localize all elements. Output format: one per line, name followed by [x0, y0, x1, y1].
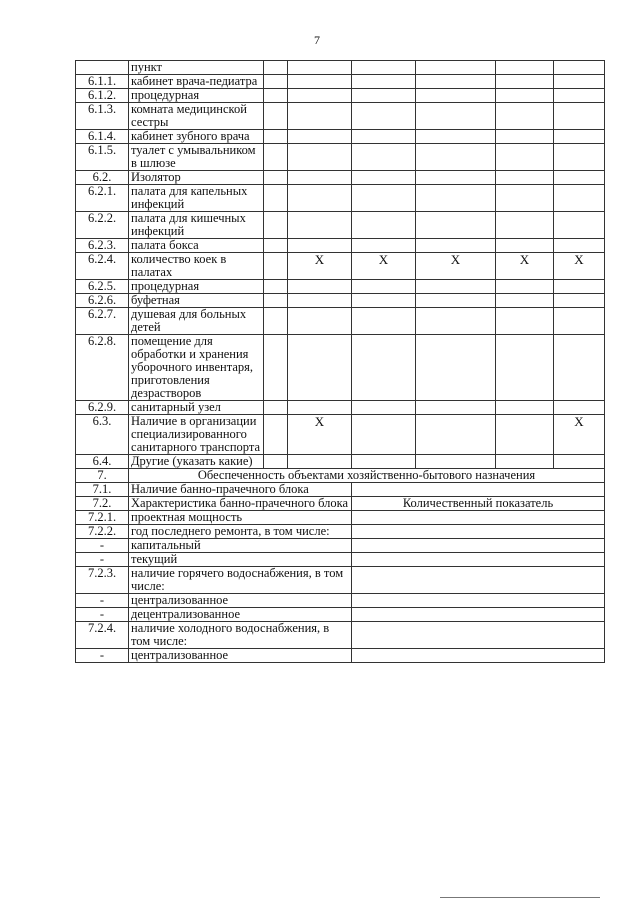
row-number: 6.2.9. [76, 401, 129, 415]
mark-cell [554, 144, 605, 171]
row-label: Наличие в организации специализированного санитарного транспорта [129, 415, 264, 455]
row-number: - [76, 539, 129, 553]
table-row [76, 553, 605, 567]
table-row [76, 594, 605, 608]
mark-cell [416, 308, 496, 335]
blank-cell [264, 75, 288, 89]
mark-cell [352, 335, 416, 401]
value-cell [352, 511, 605, 525]
mark-cell [352, 280, 416, 294]
table-row [76, 212, 605, 239]
mark-cell [496, 89, 554, 103]
mark-cell: X [496, 253, 554, 280]
row-label: наличие холодного водоснабжения, в том числе: [129, 622, 352, 649]
row-label: санитарный узел [129, 401, 264, 415]
value-cell [352, 483, 605, 497]
mark-cell [554, 103, 605, 130]
mark-cell: X [288, 253, 352, 280]
mark-cell [288, 144, 352, 171]
table-section-6 [76, 61, 605, 469]
row-label: наличие горячего водоснабжения, в том числе: [129, 567, 352, 594]
mark-cell [554, 335, 605, 401]
mark-cell [416, 415, 496, 455]
table-row [76, 294, 605, 308]
mark-cell [352, 130, 416, 144]
mark-cell [496, 130, 554, 144]
table-row [76, 308, 605, 335]
mark-cell [496, 103, 554, 130]
row-label: туалет с умывальником в шлюзе [129, 144, 264, 171]
row-label: централизованное [129, 649, 352, 663]
mark-cell [352, 61, 416, 75]
row-number: 7.2.2. [76, 525, 129, 539]
value-cell [352, 539, 605, 553]
mark-cell [288, 89, 352, 103]
row-label: пункт [129, 61, 264, 75]
blank-cell [264, 103, 288, 130]
mark-cell [288, 280, 352, 294]
row-label: комната медицинской сестры [129, 103, 264, 130]
mark-cell [554, 401, 605, 415]
row-number: 7.1. [76, 483, 129, 497]
blank-cell [264, 171, 288, 185]
blank-cell [264, 239, 288, 253]
row-label: палата для кишечных инфекций [129, 212, 264, 239]
value-cell [352, 525, 605, 539]
row-number: 6.2. [76, 171, 129, 185]
mark-cell [352, 401, 416, 415]
row-label: Другие (указать какие) [129, 455, 264, 469]
row-number: - [76, 553, 129, 567]
blank-cell [264, 89, 288, 103]
blank-cell [264, 61, 288, 75]
section-7-header-row [76, 469, 605, 483]
mark-cell [352, 308, 416, 335]
mark-cell [288, 103, 352, 130]
blank-cell [264, 130, 288, 144]
row-number: 6.2.3. [76, 239, 129, 253]
signature-line [440, 897, 600, 898]
blank-cell [264, 455, 288, 469]
table-row [76, 455, 605, 469]
row-label: централизованное [129, 594, 352, 608]
row-label: процедурная [129, 89, 264, 103]
table-row [76, 539, 605, 553]
mark-cell [496, 61, 554, 75]
mark-cell [416, 89, 496, 103]
row-label: капитальный [129, 539, 352, 553]
row-number: 6.3. [76, 415, 129, 455]
blank-cell [264, 212, 288, 239]
row-number: 6.2.6. [76, 294, 129, 308]
blank-cell [264, 253, 288, 280]
table-row [76, 61, 605, 75]
mark-cell [496, 239, 554, 253]
mark-cell [496, 335, 554, 401]
mark-cell [352, 212, 416, 239]
row-number: - [76, 594, 129, 608]
table-row [76, 608, 605, 622]
row-number: - [76, 649, 129, 663]
table-row [76, 401, 605, 415]
mark-cell [288, 171, 352, 185]
mark-cell: X [288, 415, 352, 455]
table-section-7-rows [76, 483, 605, 663]
mark-cell [554, 239, 605, 253]
mark-cell [416, 280, 496, 294]
table-row [76, 622, 605, 649]
page-number: 7 [314, 33, 320, 47]
mark-cell [288, 75, 352, 89]
mark-cell [496, 212, 554, 239]
row-label: палата для капельных инфекций [129, 185, 264, 212]
value-cell [352, 649, 605, 663]
mark-cell [416, 144, 496, 171]
mark-cell [554, 89, 605, 103]
mark-cell [554, 61, 605, 75]
mark-cell [554, 171, 605, 185]
mark-cell [288, 294, 352, 308]
blank-cell [264, 401, 288, 415]
mark-cell [554, 130, 605, 144]
mark-cell [416, 239, 496, 253]
mark-cell [496, 294, 554, 308]
table-row [76, 185, 605, 212]
table-row [76, 415, 605, 455]
table-row [76, 335, 605, 401]
mark-cell [554, 185, 605, 212]
row-label: процедурная [129, 280, 264, 294]
mark-cell [352, 103, 416, 130]
mark-cell [288, 212, 352, 239]
value-cell [352, 567, 605, 594]
value-cell [352, 594, 605, 608]
row-number: 6.1.2. [76, 89, 129, 103]
mark-cell: X [554, 253, 605, 280]
mark-cell [554, 212, 605, 239]
mark-cell [416, 103, 496, 130]
table-row [76, 239, 605, 253]
mark-cell: X [554, 415, 605, 455]
mark-cell [496, 415, 554, 455]
table-row [76, 483, 605, 497]
row-number: 7.2. [76, 497, 129, 511]
mark-cell [496, 171, 554, 185]
row-number: 6.2.2. [76, 212, 129, 239]
blank-cell [264, 280, 288, 294]
mark-cell [416, 401, 496, 415]
mark-cell [416, 455, 496, 469]
row-number: 6.2.5. [76, 280, 129, 294]
mark-cell: X [416, 253, 496, 280]
mark-cell [554, 308, 605, 335]
row-label: проектная мощность [129, 511, 352, 525]
mark-cell [554, 455, 605, 469]
table-section-7 [76, 469, 605, 483]
mark-cell [554, 280, 605, 294]
mark-cell [496, 144, 554, 171]
row-number: 6.2.7. [76, 308, 129, 335]
mark-cell [288, 61, 352, 75]
table-row [76, 511, 605, 525]
row-number: 6.1.3. [76, 103, 129, 130]
blank-cell [264, 294, 288, 308]
value-cell [352, 608, 605, 622]
row-number: 7. [76, 469, 129, 483]
mark-cell [288, 335, 352, 401]
mark-cell [288, 401, 352, 415]
row-number: 6.2.8. [76, 335, 129, 401]
mark-cell [352, 239, 416, 253]
mark-cell [416, 212, 496, 239]
row-number: 7.2.4. [76, 622, 129, 649]
row-number: 6.1.1. [76, 75, 129, 89]
mark-cell [288, 455, 352, 469]
mark-cell [496, 455, 554, 469]
row-number [76, 61, 129, 75]
row-number: 7.2.3. [76, 567, 129, 594]
mark-cell [352, 415, 416, 455]
table-row [76, 144, 605, 171]
row-label: кабинет врача-педиатра [129, 75, 264, 89]
table-row [76, 280, 605, 294]
mark-cell [496, 75, 554, 89]
table-row [76, 567, 605, 594]
row-label: количество коек в палатах [129, 253, 264, 280]
blank-cell [264, 415, 288, 455]
mark-cell [496, 308, 554, 335]
section-7-title: Обеспеченность объектами хозяйственно-бытового назначения [129, 469, 605, 483]
blank-cell [264, 335, 288, 401]
mark-cell [416, 130, 496, 144]
row-label: буфетная [129, 294, 264, 308]
row-label: децентрализованное [129, 608, 352, 622]
table-row [76, 497, 605, 511]
row-label: кабинет зубного врача [129, 130, 264, 144]
row-number: 6.4. [76, 455, 129, 469]
mark-cell [496, 185, 554, 212]
mark-cell [416, 185, 496, 212]
mark-cell [416, 75, 496, 89]
mark-cell [554, 294, 605, 308]
row-number: 6.2.4. [76, 253, 129, 280]
row-number: 6.2.1. [76, 185, 129, 212]
row-number: - [76, 608, 129, 622]
mark-cell [416, 171, 496, 185]
mark-cell [352, 75, 416, 89]
mark-cell [352, 185, 416, 212]
table-row [76, 75, 605, 89]
mark-cell [352, 144, 416, 171]
inspection-table [75, 60, 605, 663]
table-row [76, 649, 605, 663]
row-label: Изолятор [129, 171, 264, 185]
table-row [76, 171, 605, 185]
value-cell [352, 622, 605, 649]
row-label: душевая для больных детей [129, 308, 264, 335]
row-number: 6.1.5. [76, 144, 129, 171]
row-label: текущий [129, 553, 352, 567]
mark-cell [416, 61, 496, 75]
blank-cell [264, 308, 288, 335]
mark-cell [496, 401, 554, 415]
blank-cell [264, 144, 288, 171]
mark-cell [416, 335, 496, 401]
row-label: помещение для обработки и хранения уборочного инвентаря, приготовления дезрастворов [129, 335, 264, 401]
mark-cell [288, 239, 352, 253]
table-row [76, 253, 605, 280]
mark-cell [288, 308, 352, 335]
row-number: 6.1.4. [76, 130, 129, 144]
mark-cell [288, 130, 352, 144]
mark-cell [352, 294, 416, 308]
row-label: Характеристика банно-прачечного блока [129, 497, 352, 511]
table-row [76, 130, 605, 144]
mark-cell: X [352, 253, 416, 280]
mark-cell [352, 89, 416, 103]
mark-cell [554, 75, 605, 89]
table-row [76, 525, 605, 539]
row-label: палата бокса [129, 239, 264, 253]
mark-cell [288, 185, 352, 212]
row-label: год последнего ремонта, в том числе: [129, 525, 352, 539]
table-row [76, 89, 605, 103]
quantity-indicator-header: Количественный показатель [352, 497, 605, 511]
row-label: Наличие банно-прачечного блока [129, 483, 352, 497]
blank-cell [264, 185, 288, 212]
table-row [76, 103, 605, 130]
mark-cell [352, 171, 416, 185]
mark-cell [496, 280, 554, 294]
mark-cell [352, 455, 416, 469]
row-number: 7.2.1. [76, 511, 129, 525]
value-cell [352, 553, 605, 567]
mark-cell [416, 294, 496, 308]
